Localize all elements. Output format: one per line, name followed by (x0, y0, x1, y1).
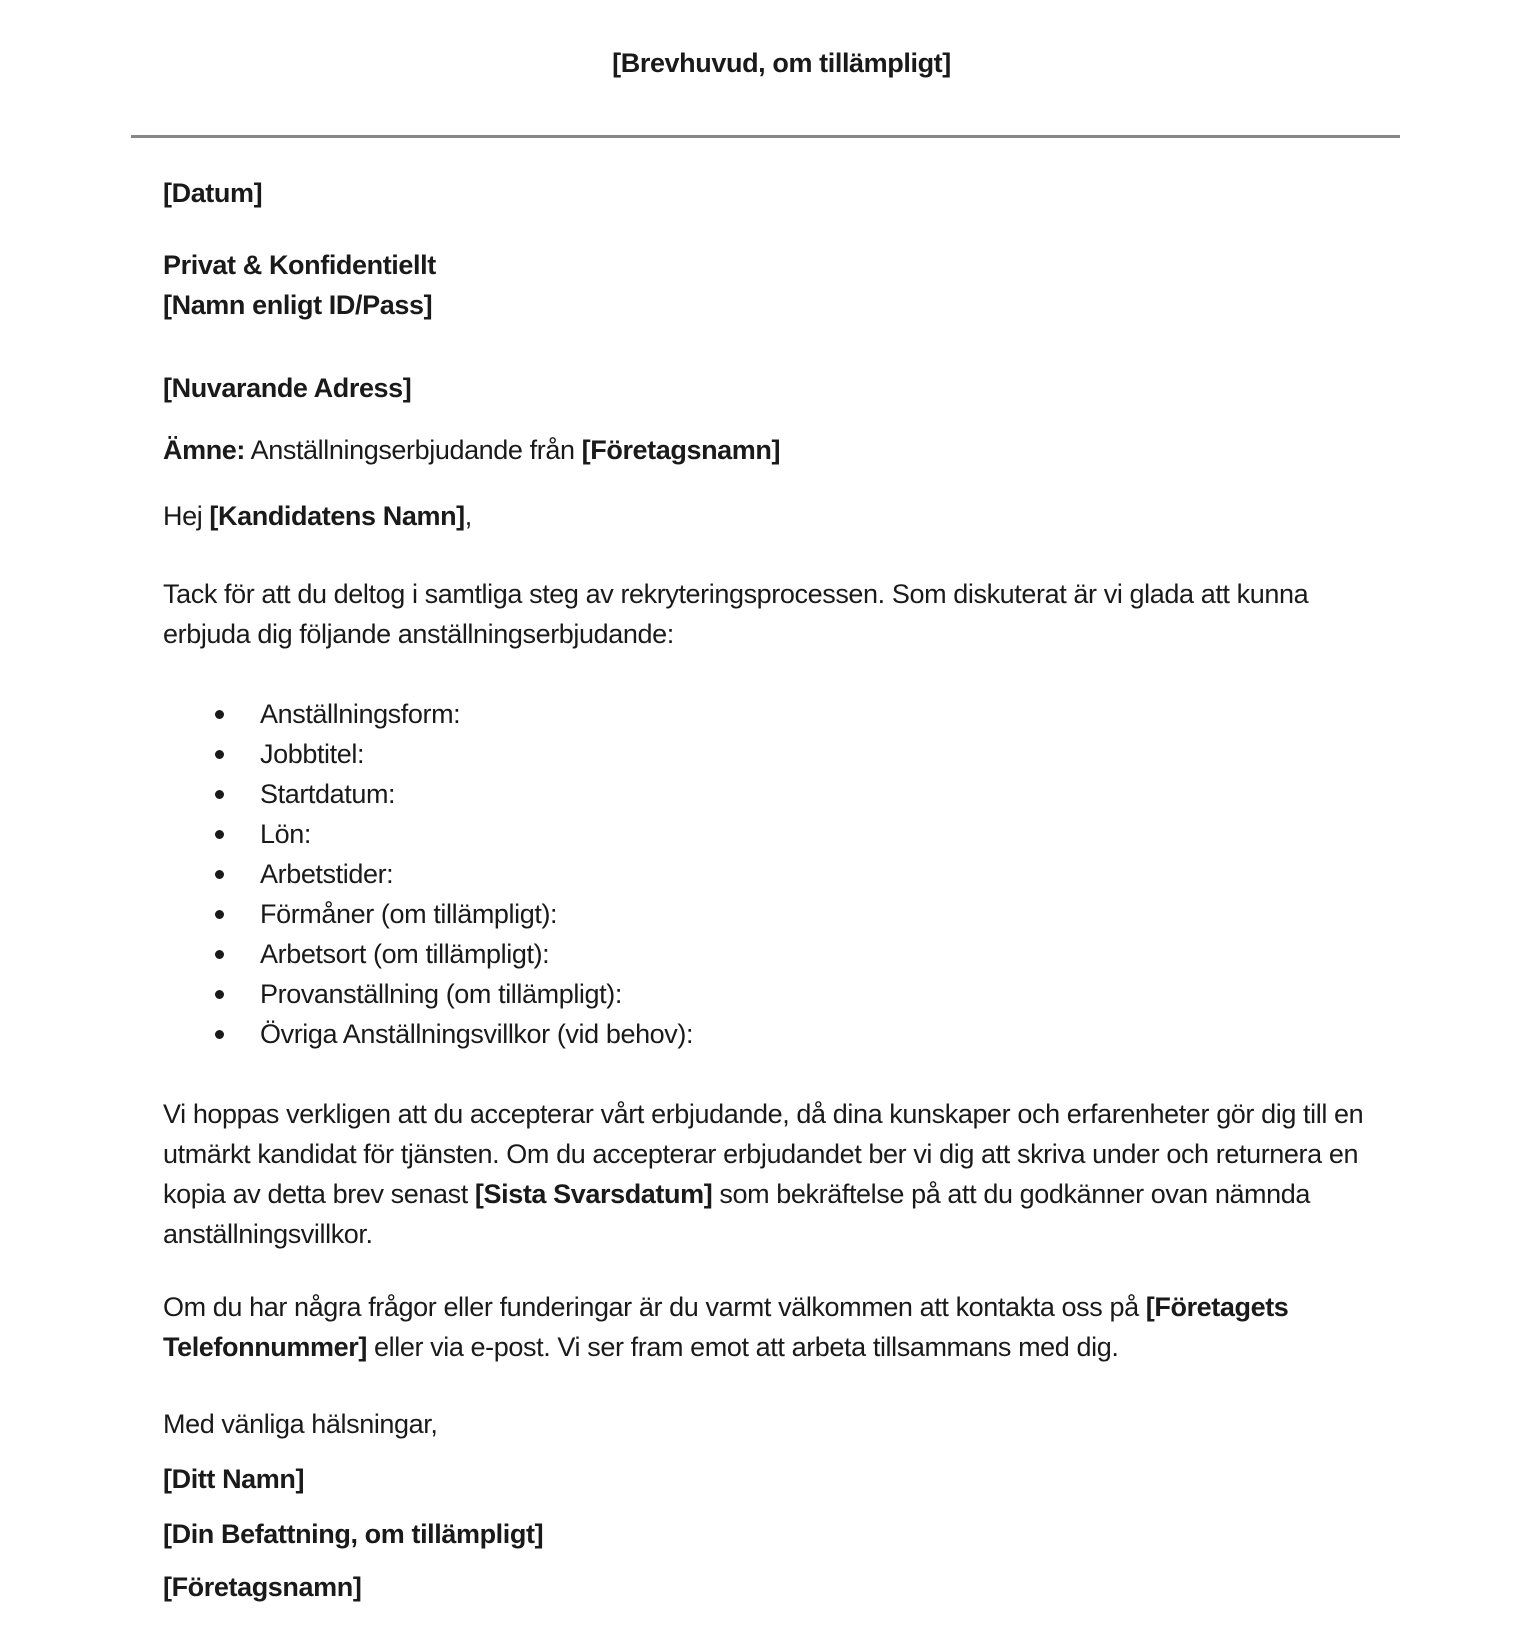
contact-paragraph (163, 1287, 1400, 1367)
header-divider (131, 135, 1400, 138)
subject-text: Anställningserbjudande från (245, 435, 582, 465)
offer-term-working-hours: Arbetstider: (163, 854, 1400, 894)
subject-label: Ämne: (163, 435, 246, 465)
contact-text-after: eller via e-post. Vi ser fram emot att arbeta tillsammans med dig. (366, 1332, 1119, 1362)
greeting-line (163, 496, 1400, 536)
deadline-placeholder: [Sista Svarsdatum] (474, 1179, 713, 1209)
confidential-label: Privat & Konfidentiellt (163, 250, 436, 280)
offer-term-work-location: Arbetsort (om tillämpligt): (163, 934, 1400, 974)
offer-term-start-date: Startdatum: (163, 774, 1400, 814)
offer-terms-list (163, 694, 1400, 1054)
intro-paragraph: Tack för att du deltog i samtliga steg av rekryteringsprocessen. Som diskuterat är vi glada att kunna erbjuda dig följande anställningserbjudande: (163, 579, 1309, 649)
greeting-prefix: Hej (163, 501, 210, 531)
greeting-name-placeholder: [Kandidatens Namn] (209, 501, 465, 531)
recipient-name-placeholder: [Namn enligt ID/Pass] (163, 290, 433, 320)
recipient-block (163, 245, 1400, 325)
contact-text-before: Om du har några frågor eller funderingar är du varmt välkommen att kontakta oss på (163, 1292, 1146, 1322)
acceptance-text-before: Vi hoppas verkligen att du accepterar vårt erbjudande, då dina kunskaper och erfarenheter gör dig till en utmärkt kandidat för tjänsten. Om du accepterar erbjudandet ber vi dig att skriva under och returnera en kopia av detta brev senast (163, 1099, 1364, 1209)
subject-company-placeholder: [Företagsnamn] (581, 435, 781, 465)
signature-name-placeholder: [Ditt Namn] (163, 1464, 305, 1494)
subject-line (163, 430, 1400, 470)
offer-term-other-terms: Övriga Anställningsvillkor (vid behov): (163, 1014, 1400, 1054)
signature-company-placeholder: [Företagsnamn] (163, 1572, 362, 1602)
signature-title-placeholder: [Din Befattning, om tillämpligt] (163, 1519, 544, 1549)
closing-salutation: Med vänliga hälsningar, (163, 1409, 438, 1439)
acceptance-paragraph (163, 1094, 1400, 1254)
date-placeholder: [Datum] (163, 178, 263, 208)
offer-term-benefits: Förmåner (om tillämpligt): (163, 894, 1400, 934)
phone-placeholder: [Företagets Telefonnummer] (163, 1292, 1289, 1362)
offer-term-job-title: Jobbtitel: (163, 734, 1400, 774)
acceptance-text-after: som bekräftelse på att du godkänner ovan nämnda anställningsvillkor. (163, 1179, 1310, 1249)
offer-term-probation: Provanställning (om tillämpligt): (163, 974, 1400, 1014)
recipient-address-placeholder: [Nuvarande Adress] (163, 373, 412, 403)
offer-term-salary: Lön: (163, 814, 1400, 854)
letterhead-placeholder: [Brevhuvud, om tillämpligt] (612, 48, 951, 78)
offer-term-employment-type: Anställningsform: (163, 694, 1400, 734)
greeting-suffix: , (464, 501, 472, 531)
